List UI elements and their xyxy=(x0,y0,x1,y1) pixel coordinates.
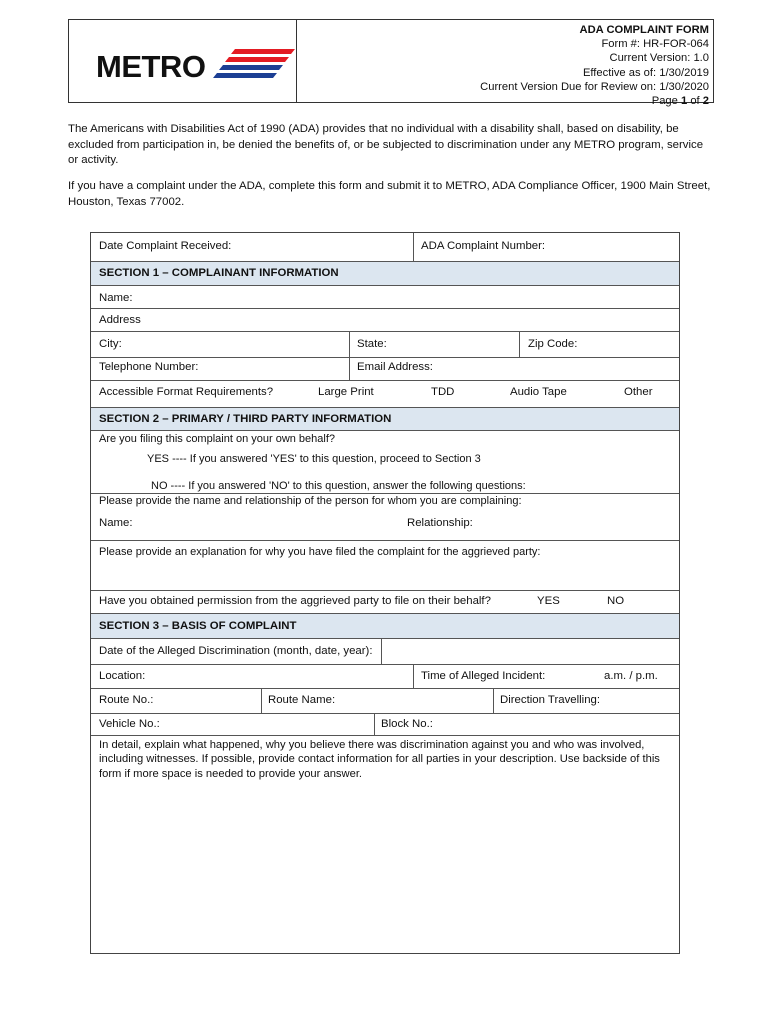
own-behalf-question: Are you filing this complaint on your own behalf? xyxy=(99,433,336,445)
section3-title: SECTION 3 – BASIS OF COMPLAINT xyxy=(91,614,679,638)
form-number: Form #: HR-FOR-064 xyxy=(601,38,709,51)
form-meta xyxy=(480,23,709,108)
tdd-option[interactable]: TDD xyxy=(431,386,455,398)
large-print-option[interactable]: Large Print xyxy=(318,386,374,398)
provide-name-instruction: Please provide the name and relationship of the person for whom you are complaining: xyxy=(99,495,522,507)
logo-cell xyxy=(69,20,297,102)
state-field[interactable]: State: xyxy=(357,338,387,350)
location-field[interactable]: Location: xyxy=(99,670,146,682)
route-name-field[interactable]: Route Name: xyxy=(268,694,336,706)
block-number-field[interactable]: Block No.: xyxy=(381,718,433,730)
review-due: Current Version Due for Review on: 1/30/2020 xyxy=(480,80,709,93)
form-title: ADA COMPLAINT FORM xyxy=(579,24,709,36)
telephone-field[interactable]: Telephone Number: xyxy=(99,361,199,373)
svg-text:METRO: METRO xyxy=(96,49,206,84)
incident-time-field[interactable]: Time of Alleged Incident: xyxy=(421,670,546,682)
complaint-form xyxy=(90,232,680,954)
permission-no-option[interactable]: NO xyxy=(607,595,625,607)
am-pm-option[interactable]: a.m. / p.m. xyxy=(604,670,658,682)
audio-tape-option[interactable]: Audio Tape xyxy=(510,386,567,398)
route-number-field[interactable]: Route No.: xyxy=(99,694,154,706)
permission-yes-option[interactable]: YES xyxy=(537,595,560,607)
explanation-field[interactable]: Please provide an explanation for why you have filed the complaint for the aggrieved party: xyxy=(99,546,541,558)
other-option[interactable]: Other xyxy=(624,386,653,398)
incident-details-field[interactable]: In detail, explain what happened, why you believe there was discrimination against you and who was involved, including witnesses. If possible, provide contact information for all parties in your description. Use backside of this form if more space is needed to provide your answer. xyxy=(99,739,660,780)
metro-stripes-icon xyxy=(213,49,295,78)
complaint-number-field[interactable]: ADA Complaint Number: xyxy=(421,240,546,252)
city-field[interactable]: City: xyxy=(99,338,122,350)
current-version: Current Version: 1.0 xyxy=(609,52,709,65)
section2-title: SECTION 2 – PRIMARY / THIRD PARTY INFORMATION xyxy=(91,408,679,430)
intro-paragraph-1: The Americans with Disabilities Act of 1990 (ADA) provides that no individual with a disability shall, based on disability, be excluded from participation in, be denied the benefits of, or be subjected to discrimination under any METRO program, service or activity. xyxy=(68,123,704,167)
zip-code-field[interactable]: Zip Code: xyxy=(528,338,578,350)
vehicle-number-field[interactable]: Vehicle No.: xyxy=(99,718,160,730)
own-behalf-yes-option[interactable]: YES ---- If you answered 'YES' to this question, proceed to Section 3 xyxy=(147,453,481,465)
section1-title: SECTION 1 – COMPLAINANT INFORMATION xyxy=(91,262,679,285)
form-header xyxy=(68,19,714,108)
complainant-name-field[interactable]: Name: xyxy=(99,292,133,304)
aggrieved-name-field[interactable]: Name: xyxy=(99,517,133,529)
page-indicator: Page 1 of 2 xyxy=(651,95,709,108)
intro-paragraph-2: If you have a complaint under the ADA, complete this form and submit it to METRO, ADA Compliance Officer, 1900 Main Street, Houston, Texas 77002. xyxy=(68,180,711,208)
alleged-date-field[interactable]: Date of the Alleged Discrimination (month, date, year): xyxy=(99,645,373,657)
permission-question: Have you obtained permission from the aggrieved party to file on their behalf? xyxy=(99,595,491,607)
complainant-address-field[interactable]: Address xyxy=(99,314,141,326)
date-received-field[interactable]: Date Complaint Received: xyxy=(99,240,232,252)
accessible-format-question: Accessible Format Requirements? xyxy=(99,386,274,398)
direction-field[interactable]: Direction Travelling: xyxy=(500,694,601,706)
metro-logo xyxy=(69,20,296,102)
relationship-field[interactable]: Relationship: xyxy=(407,517,473,529)
effective-date: Effective as of: 1/30/2019 xyxy=(582,66,709,79)
own-behalf-no-option[interactable]: NO ---- If you answered 'NO' to this question, answer the following questions: xyxy=(151,480,526,492)
email-field[interactable]: Email Address: xyxy=(357,361,433,373)
